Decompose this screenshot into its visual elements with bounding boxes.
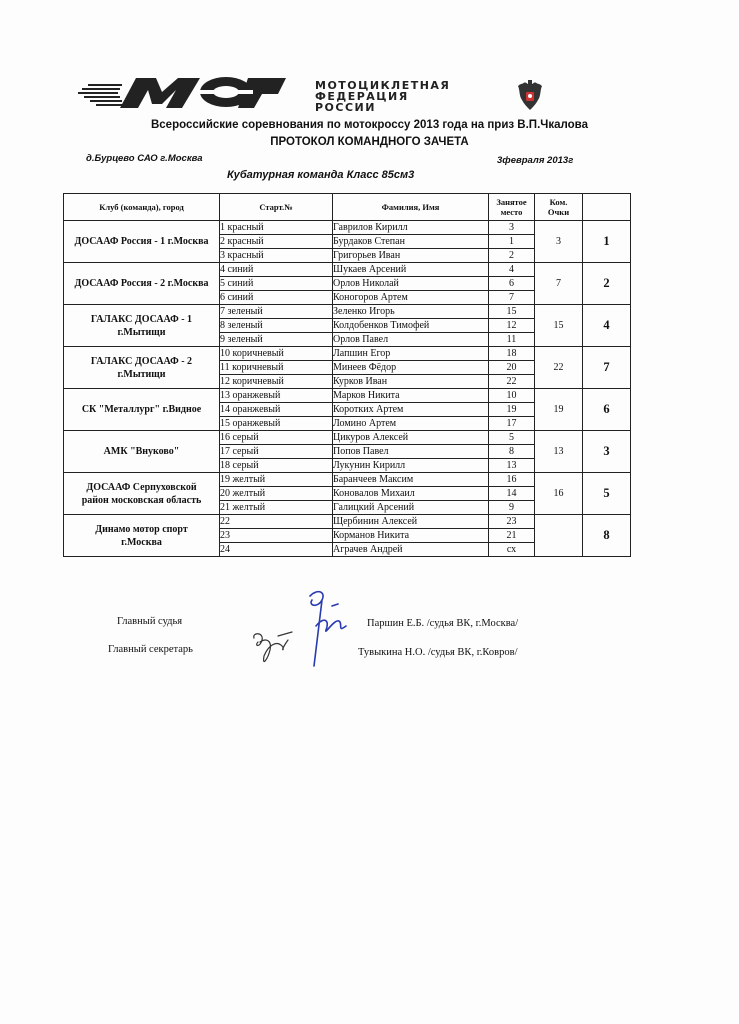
rider-name: Щербинин Алексей [333,515,489,529]
header-points-line2: Очки [547,207,570,217]
team-club [64,347,220,389]
rider-place: 17 [489,417,535,431]
team-final-place: 3 [583,431,631,473]
rider-place: 3 [489,221,535,235]
team-club-line: г.Мытищи [117,326,166,338]
team-points: 16 [535,473,583,515]
rider-start-number: 22 [220,515,333,529]
team-points: 22 [535,347,583,389]
team-final-place: 7 [583,347,631,389]
rider-name: Цикуров Алексей [333,431,489,445]
rider-name: Курков Иван [333,375,489,389]
rider-start-number: 7 зеленый [220,305,333,319]
rider-name: Коротких Артем [333,403,489,417]
chief-secretary-signature [248,628,296,670]
rider-start-number: 4 синий [220,263,333,277]
rider-name: Попов Павел [333,445,489,459]
rider-start-number: 12 коричневый [220,375,333,389]
team-final-place: 8 [583,515,631,557]
mfr-logo [78,72,288,112]
team-club [64,515,220,557]
rider-start-number: 20 желтый [220,487,333,501]
rider-start-number: 10 коричневый [220,347,333,361]
rider-place: сх [489,543,535,557]
team-club [64,389,220,431]
rider-start-number: 5 синий [220,277,333,291]
chief-secretary-name: Тувыкина Н.О. /судья ВК, г.Ковров/ [358,647,518,658]
rider-start-number: 15 оранжевый [220,417,333,431]
event-place: д.Бурцево САО г.Москва [86,153,203,164]
rider-place: 18 [489,347,535,361]
rider-start-number: 18 серый [220,459,333,473]
header-place-line1: Занятое [496,197,527,207]
rider-start-number: 2 красный [220,235,333,249]
rider-name: Аграчев Андрей [333,543,489,557]
document-subtitle: ПРОТОКОЛ КОМАНДНОГО ЗАЧЕТА [270,136,469,148]
event-date: 3февраля 2013г [497,155,574,166]
rider-name: Минеев Фёдор [333,361,489,375]
header-start: Старт.№ [220,194,333,221]
rider-place: 10 [489,389,535,403]
team-final-place: 6 [583,389,631,431]
team-club-line: ДОСААФ Серпуховской [86,481,197,493]
team-club [64,221,220,263]
team-points: 13 [535,431,583,473]
rider-place: 1 [489,235,535,249]
chief-judge-label: Главный судья [117,616,183,627]
table-header-row [64,194,631,221]
rider-start-number: 9 зеленый [220,333,333,347]
rider-place: 15 [489,305,535,319]
team-club [64,263,220,305]
team-club [64,431,220,473]
table-row [64,389,631,403]
team-points: 19 [535,389,583,431]
rider-start-number: 6 синий [220,291,333,305]
rider-place: 11 [489,333,535,347]
rider-name: Григорьев Иван [333,249,489,263]
rider-name: Орлов Павел [333,333,489,347]
rider-place: 12 [489,319,535,333]
header-points [535,194,583,221]
rider-name: Лапшин Егор [333,347,489,361]
federation-line-1: МОТОЦИКЛЕТНАЯ [315,79,451,92]
team-final-place: 1 [583,221,631,263]
table-row [64,221,631,235]
rider-start-number: 24 [220,543,333,557]
table-row [64,263,631,277]
header-club: Клуб (команда), город [64,194,220,221]
rider-place: 22 [489,375,535,389]
team-club-line: г.Мытищи [117,368,166,380]
rider-start-number: 3 красный [220,249,333,263]
coat-of-arms-icon [516,80,544,112]
team-club-line: ДОСААФ Россия - 1 г.Москва [74,236,209,247]
chief-secretary-label: Главный секретарь [108,644,193,655]
rider-name: Колдобенков Тимофей [333,319,489,333]
rider-place: 16 [489,473,535,487]
table-row [64,347,631,361]
team-club-line: ГАЛАКС ДОСААФ - 2 [90,355,193,367]
table-row [64,431,631,445]
federation-name [315,80,450,113]
rider-place: 4 [489,263,535,277]
team-final-place: 2 [583,263,631,305]
rider-place: 13 [489,459,535,473]
team-club [64,305,220,347]
header-place [489,194,535,221]
team-final-place: 5 [583,473,631,515]
rider-place: 20 [489,361,535,375]
table-row [64,515,631,529]
rider-place: 23 [489,515,535,529]
team-club-line: Динамо мотор спорт [95,523,188,535]
rider-name: Зеленко Игорь [333,305,489,319]
rider-place: 9 [489,501,535,515]
header-points-line1: Ком. [549,197,568,207]
team-club-line: г.Москва [121,536,162,548]
rider-name: Галицкий Арсений [333,501,489,515]
rider-start-number: 17 серый [220,445,333,459]
team-points [535,515,583,557]
team-points: 7 [535,263,583,305]
rider-place: 21 [489,529,535,543]
rider-place: 19 [489,403,535,417]
rider-place: 2 [489,249,535,263]
rider-name: Гаврилов Кирилл [333,221,489,235]
team-points: 3 [535,221,583,263]
rider-name: Шукаев Арсений [333,263,489,277]
document-title: Всероссийские соревнования по мотокроссу 2013 года на приз В.П.Чкалова [150,119,588,131]
table-row [64,473,631,487]
rider-start-number: 21 желтый [220,501,333,515]
rider-start-number: 8 зеленый [220,319,333,333]
table-row [64,305,631,319]
team-club [64,473,220,515]
results-table [63,193,631,557]
rider-name: Марков Никита [333,389,489,403]
rider-place: 8 [489,445,535,459]
rider-name: Орлов Николай [333,277,489,291]
rider-name: Лукунин Кирилл [333,459,489,473]
rider-name: Ломино Артем [333,417,489,431]
class-title: Кубатурная команда Класс 85см3 [227,169,415,181]
rider-name: Бурдаков Степан [333,235,489,249]
chief-judge-name: Паршин Е.Б. /судья ВК, г.Москва/ [367,618,519,629]
header-final [583,194,631,221]
rider-place: 5 [489,431,535,445]
results-body [64,221,631,557]
rider-start-number: 1 красный [220,221,333,235]
rider-start-number: 19 желтый [220,473,333,487]
team-club-line: СК "Металлург" г.Видное [81,404,202,415]
rider-place: 6 [489,277,535,291]
team-club-line: ДОСААФ Россия - 2 г.Москва [74,278,209,289]
team-club-line: ГАЛАКС ДОСААФ - 1 [90,313,193,325]
federation-line-3: РОССИИ [315,101,376,114]
rider-start-number: 11 коричневый [220,361,333,375]
rider-name: Баранчеев Максим [333,473,489,487]
rider-name: Коновалов Михаил [333,487,489,501]
team-club-line: район московская область [81,494,202,506]
rider-place: 14 [489,487,535,501]
rider-start-number: 23 [220,529,333,543]
federation-line-2: ФЕДЕРАЦИЯ [315,90,409,103]
rider-name: Корманов Никита [333,529,489,543]
rider-start-number: 16 серый [220,431,333,445]
header-name: Фамилия, Имя [333,194,489,221]
rider-place: 7 [489,291,535,305]
header-place-line2: место [500,207,523,217]
team-final-place: 4 [583,305,631,347]
team-points: 15 [535,305,583,347]
rider-start-number: 14 оранжевый [220,403,333,417]
team-club-line: АМК "Внуково" [103,446,180,457]
rider-name: Коногоров Артем [333,291,489,305]
chief-judge-signature [296,586,354,670]
rider-start-number: 13 оранжевый [220,389,333,403]
